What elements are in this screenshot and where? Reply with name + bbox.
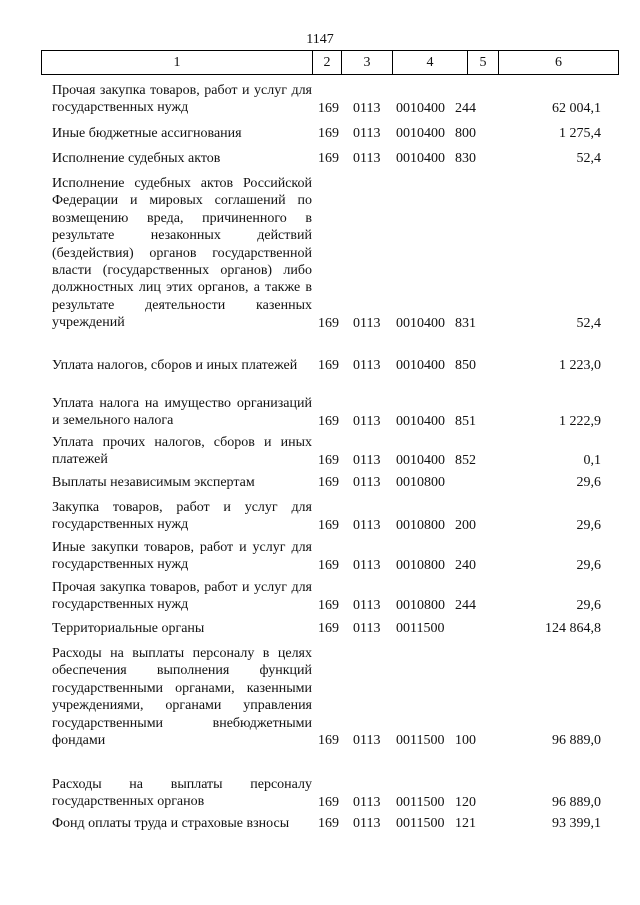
table-header xyxy=(41,50,619,75)
row-code-section: 0113 xyxy=(353,474,381,490)
row-code-type: 851 xyxy=(455,413,476,429)
row-name: Прочая закупка товаров, работ и услуг для государственных нужд xyxy=(52,580,312,613)
table-row xyxy=(0,474,640,491)
row-code-type: 244 xyxy=(455,100,476,116)
row-amount: 29,6 xyxy=(576,474,601,490)
row-code-ministry: 169 xyxy=(318,794,339,810)
row-code-section: 0113 xyxy=(353,413,381,429)
row-code-section: 0113 xyxy=(353,815,381,831)
row-code-target: 0010400 xyxy=(396,413,445,429)
table-row xyxy=(0,645,640,749)
row-code-ministry: 169 xyxy=(318,597,339,613)
row-code-target: 0010800 xyxy=(396,474,445,490)
row-amount: 0,1 xyxy=(583,452,601,468)
row-code-type: 831 xyxy=(455,315,476,331)
row-amount: 96 889,0 xyxy=(552,794,601,810)
row-code-section: 0113 xyxy=(353,315,381,331)
table-row xyxy=(0,776,640,811)
header-col-1: 1 xyxy=(42,51,313,75)
row-name: Иные закупки товаров, работ и услуг для государственных нужд xyxy=(52,540,312,573)
row-amount: 62 004,1 xyxy=(552,100,601,116)
table-row xyxy=(0,539,640,574)
row-name: Расходы на выплаты персоналу государственных органов xyxy=(52,777,312,810)
row-code-type: 830 xyxy=(455,150,476,166)
row-code-type: 120 xyxy=(455,794,476,810)
row-name: Расходы на выплаты персоналу в целях обеспечения выполнения функций государственными органами, казенными учреждениями, органами управления государственными внебюджетными фондами xyxy=(52,646,312,749)
row-code-ministry: 169 xyxy=(318,100,339,116)
row-name: Выплаты независимым экспертам xyxy=(52,475,255,490)
row-amount: 29,6 xyxy=(576,557,601,573)
row-code-ministry: 169 xyxy=(318,125,339,141)
row-code-target: 0011500 xyxy=(396,815,445,831)
row-amount: 29,6 xyxy=(576,517,601,533)
table-row xyxy=(0,125,640,142)
row-name: Уплата налога на имущество организаций и земельного налога xyxy=(52,396,312,429)
table-row xyxy=(0,395,640,430)
row-code-section: 0113 xyxy=(353,732,381,748)
row-name: Исполнение судебных актов Российской Федерации и мировых соглашений по возмещению вреда, причиненного в результате незаконных действий (бездействия) органов государственной власти (государственных органов) либо должностных лиц этих органов, а также в результате деятельности казенных учреждений xyxy=(52,176,312,331)
header-col-3: 3 xyxy=(342,51,393,75)
row-code-type: 800 xyxy=(455,125,476,141)
table-row xyxy=(0,357,640,374)
row-name: Территориальные органы xyxy=(52,621,205,636)
row-name: Уплата налогов, сборов и иных платежей xyxy=(52,358,298,373)
row-code-target: 0010400 xyxy=(396,315,445,331)
header-col-4: 4 xyxy=(393,51,468,75)
row-code-type: 852 xyxy=(455,452,476,468)
row-code-section: 0113 xyxy=(353,557,381,573)
row-code-type: 100 xyxy=(455,732,476,748)
row-amount: 52,4 xyxy=(576,150,601,166)
row-code-ministry: 169 xyxy=(318,452,339,468)
row-name: Прочая закупка товаров, работ и услуг для государственных нужд xyxy=(52,83,312,116)
row-code-section: 0113 xyxy=(353,357,381,373)
row-code-target: 0010800 xyxy=(396,597,445,613)
page-number: 1147 xyxy=(306,32,334,47)
row-code-type: 850 xyxy=(455,357,476,373)
table-row xyxy=(0,499,640,534)
row-name: Исполнение судебных актов xyxy=(52,151,221,166)
row-amount: 52,4 xyxy=(576,315,601,331)
table-row xyxy=(0,175,640,332)
row-name: Фонд оплаты труда и страховые взносы xyxy=(52,816,290,831)
row-code-target: 0011500 xyxy=(396,794,445,810)
table-row xyxy=(0,579,640,614)
row-amount: 124 864,8 xyxy=(545,620,601,636)
row-amount: 1 222,9 xyxy=(559,413,601,429)
row-code-section: 0113 xyxy=(353,597,381,613)
row-name: Уплата прочих налогов, сборов и иных платежей xyxy=(52,435,312,468)
row-code-ministry: 169 xyxy=(318,815,339,831)
row-code-target: 0011500 xyxy=(396,620,445,636)
row-code-ministry: 169 xyxy=(318,357,339,373)
row-amount: 96 889,0 xyxy=(552,732,601,748)
row-amount: 1 275,4 xyxy=(559,125,601,141)
row-code-type: 200 xyxy=(455,517,476,533)
row-code-section: 0113 xyxy=(353,452,381,468)
row-code-ministry: 169 xyxy=(318,413,339,429)
row-code-section: 0113 xyxy=(353,150,381,166)
row-code-target: 0010800 xyxy=(396,557,445,573)
row-code-ministry: 169 xyxy=(318,517,339,533)
row-code-target: 0010400 xyxy=(396,100,445,116)
header-col-6: 6 xyxy=(499,51,619,75)
row-code-type: 240 xyxy=(455,557,476,573)
header-col-2: 2 xyxy=(313,51,342,75)
row-code-type: 244 xyxy=(455,597,476,613)
header-col-5: 5 xyxy=(468,51,499,75)
row-name: Иные бюджетные ассигнования xyxy=(52,126,242,141)
row-code-target: 0010400 xyxy=(396,357,445,373)
row-code-ministry: 169 xyxy=(318,732,339,748)
row-amount: 93 399,1 xyxy=(552,815,601,831)
table-row xyxy=(0,620,640,637)
row-code-ministry: 169 xyxy=(318,474,339,490)
row-code-target: 0010400 xyxy=(396,452,445,468)
header-row xyxy=(42,51,619,75)
row-code-section: 0113 xyxy=(353,794,381,810)
row-code-type: 121 xyxy=(455,815,476,831)
table-row xyxy=(0,82,640,117)
row-amount: 29,6 xyxy=(576,597,601,613)
table-row xyxy=(0,815,640,832)
row-amount: 1 223,0 xyxy=(559,357,601,373)
table-row xyxy=(0,434,640,469)
row-code-ministry: 169 xyxy=(318,150,339,166)
row-code-section: 0113 xyxy=(353,100,381,116)
row-code-ministry: 169 xyxy=(318,620,339,636)
row-name: Закупка товаров, работ и услуг для государственных нужд xyxy=(52,500,312,533)
row-code-ministry: 169 xyxy=(318,315,339,331)
table-row xyxy=(0,150,640,167)
row-code-target: 0010400 xyxy=(396,150,445,166)
row-code-ministry: 169 xyxy=(318,557,339,573)
row-code-section: 0113 xyxy=(353,517,381,533)
row-code-target: 0010400 xyxy=(396,125,445,141)
row-code-section: 0113 xyxy=(353,125,381,141)
row-code-section: 0113 xyxy=(353,620,381,636)
row-code-target: 0010800 xyxy=(396,517,445,533)
row-code-target: 0011500 xyxy=(396,732,445,748)
